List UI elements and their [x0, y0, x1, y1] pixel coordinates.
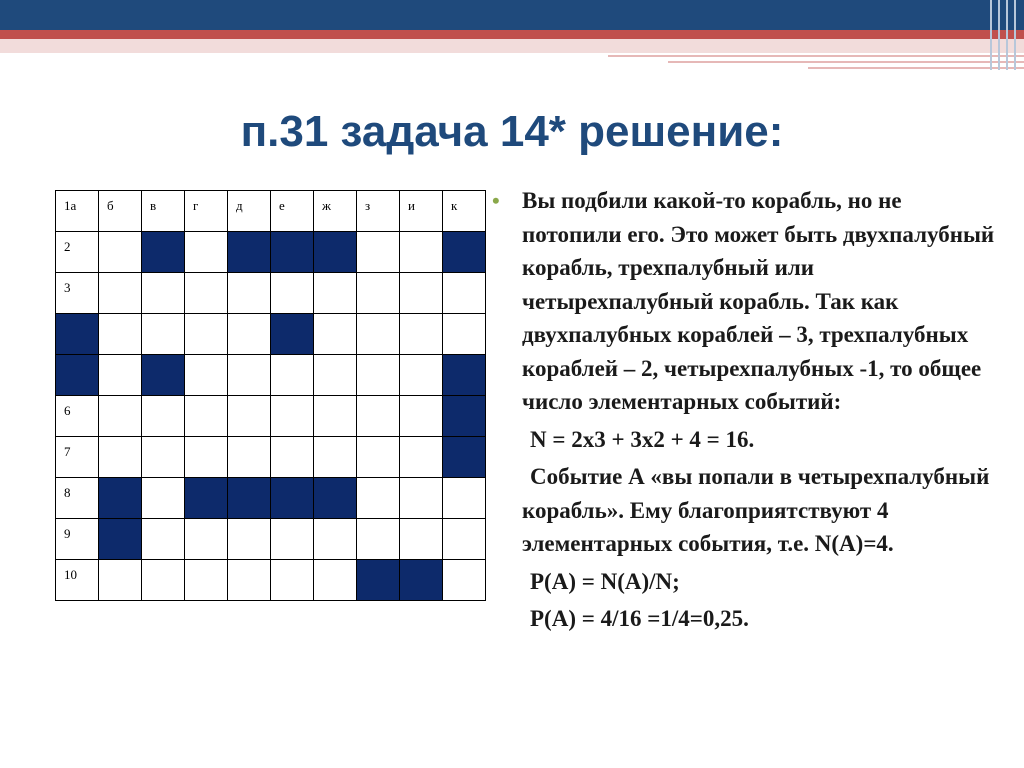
grid-column-label: д: [236, 198, 243, 213]
ship-cell: [400, 560, 443, 601]
grid-cell: [271, 560, 314, 601]
bullet-icon: •: [492, 188, 500, 213]
grid-header-cell: [314, 191, 357, 232]
grid-cell: [357, 232, 400, 273]
grid-column-label: е: [279, 198, 285, 213]
ship-cell: [443, 232, 486, 273]
grid-cell: [443, 478, 486, 519]
grid-cell: [400, 355, 443, 396]
grid-cell: [228, 314, 271, 355]
ship-cell: [99, 519, 142, 560]
ship-cell: [271, 478, 314, 519]
grid-cell: [357, 273, 400, 314]
grid-cell: [400, 478, 443, 519]
grid-cell: [228, 519, 271, 560]
grid-cell: [443, 273, 486, 314]
battleship-grid: [55, 190, 486, 601]
ship-cell: [142, 355, 185, 396]
grid-cell: [185, 273, 228, 314]
ship-cell: [56, 314, 99, 355]
grid-header-cell: [357, 191, 400, 232]
header-decoration: [608, 53, 1024, 73]
grid-cell: [271, 273, 314, 314]
grid-column-label: з: [365, 198, 371, 213]
ship-cell: [271, 232, 314, 273]
grid-column-label: г: [193, 198, 199, 213]
grid-cell: [314, 437, 357, 478]
grid-cell: [271, 396, 314, 437]
grid-cell: [56, 560, 99, 601]
grid-cell: [271, 355, 314, 396]
grid-column-label: и: [408, 198, 415, 213]
grid-cell: [357, 396, 400, 437]
ship-cell: [443, 355, 486, 396]
grid-row: [56, 232, 486, 273]
ship-cell: [443, 437, 486, 478]
grid-cell: [228, 560, 271, 601]
ship-cell: [314, 232, 357, 273]
grid-cell: [99, 314, 142, 355]
grid-cell: [314, 519, 357, 560]
event-paragraph: Событие А «вы попали в четырехпалубный корабль». Ему благоприятствуют 4 элементарных события, т.е. N(A)=4.: [522, 464, 990, 556]
grid-column-label: к: [451, 198, 458, 213]
ship-cell: [314, 478, 357, 519]
grid-cell: [314, 355, 357, 396]
ship-cell: [443, 396, 486, 437]
grid-cell: [400, 232, 443, 273]
ship-cell: [99, 478, 142, 519]
grid-cell: [56, 478, 99, 519]
grid-cell: [357, 519, 400, 560]
grid-column-label: в: [150, 198, 157, 213]
grid-row-label: 3: [64, 280, 71, 295]
grid-row-label: 2: [64, 239, 71, 254]
grid-cell: [142, 560, 185, 601]
ship-cell: [271, 314, 314, 355]
grid-cell: [99, 560, 142, 601]
grid-header-cell: [400, 191, 443, 232]
header-bar: [0, 0, 1024, 30]
grid-cell: [228, 355, 271, 396]
grid-cell: [185, 232, 228, 273]
solution-text: [494, 184, 1004, 636]
grid-cell: [443, 560, 486, 601]
ship-cell: [228, 478, 271, 519]
grid-row-label: 8: [64, 485, 71, 500]
grid-cell: [314, 314, 357, 355]
grid-cell: [400, 273, 443, 314]
grid-cell: [142, 273, 185, 314]
ship-cell: [142, 232, 185, 273]
grid-cell: [228, 396, 271, 437]
grid-cell: [185, 519, 228, 560]
grid-cell: [56, 519, 99, 560]
formula-result: P(A) = 4/16 =1/4=0,25.: [530, 606, 749, 631]
grid-header-cell: [443, 191, 486, 232]
grid-cell: [142, 314, 185, 355]
header-stripe: [0, 30, 1024, 39]
grid-row: [56, 478, 486, 519]
corner-decoration: [984, 0, 1024, 70]
ship-cell: [357, 560, 400, 601]
formula-probability: P(A) = N(A)/N;: [530, 568, 680, 594]
grid-row: [56, 314, 486, 355]
grid-cell: [228, 273, 271, 314]
grid-cell: [56, 273, 99, 314]
grid-row-label: 6: [64, 403, 71, 418]
grid-header-row: [56, 191, 486, 232]
grid-row: [56, 437, 486, 478]
header-stripe-light: [0, 39, 1024, 53]
grid-header-cell: [271, 191, 314, 232]
grid-cell: [314, 396, 357, 437]
grid-cell: [357, 437, 400, 478]
grid-cell: [99, 396, 142, 437]
formula-total-events: N = 2х3 + 3х2 + 4 = 16.: [530, 426, 755, 452]
grid-cell: [56, 437, 99, 478]
slide-title: п.31 задача 14* решение:: [240, 107, 784, 156]
grid-cell: [185, 437, 228, 478]
grid-cell: [142, 519, 185, 560]
grid-header-cell: [142, 191, 185, 232]
grid-cell: [400, 396, 443, 437]
grid-cell: [142, 478, 185, 519]
grid-row-label: 10: [64, 567, 77, 582]
grid-cell: [400, 437, 443, 478]
grid-cell: [56, 396, 99, 437]
ship-cell: [56, 355, 99, 396]
grid-cell: [99, 232, 142, 273]
grid-cell: [357, 314, 400, 355]
grid-cell: [400, 314, 443, 355]
grid-header-cell: [185, 191, 228, 232]
grid-header-cell: [99, 191, 142, 232]
grid-cell: [185, 560, 228, 601]
ship-cell: [228, 232, 271, 273]
grid-row: [56, 273, 486, 314]
grid-cell: [443, 314, 486, 355]
grid-cell: [185, 355, 228, 396]
grid-cell: [99, 273, 142, 314]
grid-cell: [357, 355, 400, 396]
grid-cell: [185, 396, 228, 437]
grid-row: [56, 560, 486, 601]
grid-cell: [228, 437, 271, 478]
grid-cell: [357, 478, 400, 519]
grid-cell: [400, 519, 443, 560]
grid-column-label: 1а: [64, 198, 77, 213]
grid-cell: [142, 437, 185, 478]
grid-cell: [271, 519, 314, 560]
grid-cell: [185, 314, 228, 355]
grid-header-cell: [228, 191, 271, 232]
grid-column-label: ж: [322, 198, 331, 213]
grid-cell: [99, 355, 142, 396]
grid-row: [56, 355, 486, 396]
ship-cell: [185, 478, 228, 519]
grid-row: [56, 396, 486, 437]
grid-cell: [314, 273, 357, 314]
grid-row-label: 7: [64, 444, 71, 459]
grid-cell: [99, 437, 142, 478]
grid-cell: [142, 396, 185, 437]
grid-cell: [314, 560, 357, 601]
grid-cell: [271, 437, 314, 478]
solution-paragraph: Вы подбили какой-то корабль, но не потопили его. Это может быть двухпалубный корабль, трехпалубный или четырехпалубный корабль. Так как двухпалубных кораблей – 3, трехпалубных кораблей – 2, четырехпалубных -1, то общее число элементарных событий:: [522, 188, 995, 414]
grid-header-cell: [56, 191, 99, 232]
grid-cell: [443, 519, 486, 560]
grid-cell: [56, 232, 99, 273]
grid-column-label: б: [107, 198, 114, 213]
grid-row: [56, 519, 486, 560]
grid-row-label: 9: [64, 526, 71, 541]
